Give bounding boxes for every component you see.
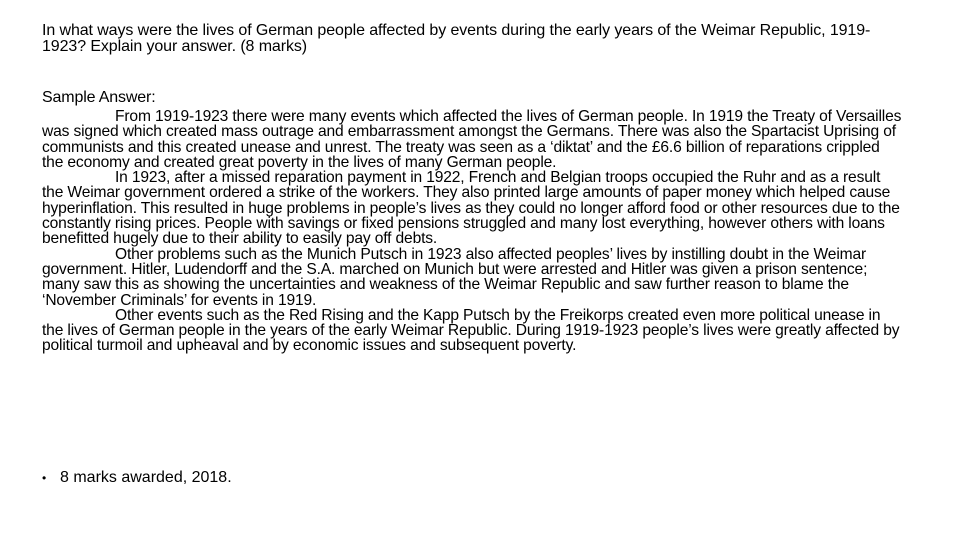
bullet-icon: • bbox=[42, 471, 47, 485]
answer-paragraph-1: From 1919-1923 there were many events which affected the lives of German people. In 1919 the Treaty of Versailles was signed which created mass outrage and embarrassment amongst the Germans. There was also the Spartacist Uprising of communists and this created unease and unrest. The treaty was seen as a ‘diktat’ and the £6.6 billion of reparations crippled the economy and created great poverty in the lives of many German people. bbox=[42, 108, 902, 171]
marks-note bbox=[42, 469, 232, 487]
answer-paragraph-2: In 1923, after a missed reparation payment in 1922, French and Belgian troops occupied the Ruhr and as a result the Weimar government ordered a strike of the workers. They also printed large amounts of paper money which helped cause hyperinflation. This resulted in huge problems in people’s lives as they could no longer afford food or other resources due to the constantly rising prices. People with savings or fixed pensions struggled and many lost everything, however others with loans benefitted hugely due to their ability to easily pay off debts. bbox=[42, 169, 900, 248]
question-text: In what ways were the lives of German people affected by events during the early years of the Weimar Republic, 1919-1923? Explain your answer. (8 marks) bbox=[42, 22, 871, 55]
answer-paragraph-4: Other events such as the Red Rising and the Kapp Putsch by the Freikorps created even more political unease in the lives of German people in the years of the early Weimar Republic. During 1919-1923 people’s lives were greatly affected by political turmoil and upheaval and by economic issues and subsequent poverty. bbox=[42, 306, 900, 355]
answer-paragraph-3: Other problems such as the Munich Putsch in 1923 also affected peoples’ lives by instilling doubt in the Weimar government. Hitler, Ludendorff and the S.A. marched on Munich but were arrested and Hitler was given a prison sentence; many saw this as showing the uncertainties and weakness of the Weimar Republic and saw further reason to blame the ‘November Criminals’ for events in 1919. bbox=[42, 245, 868, 309]
answer-heading: Sample Answer: bbox=[42, 89, 156, 106]
sample-answer bbox=[42, 89, 902, 354]
marks-note-text: 8 marks awarded, 2018. bbox=[60, 469, 232, 486]
